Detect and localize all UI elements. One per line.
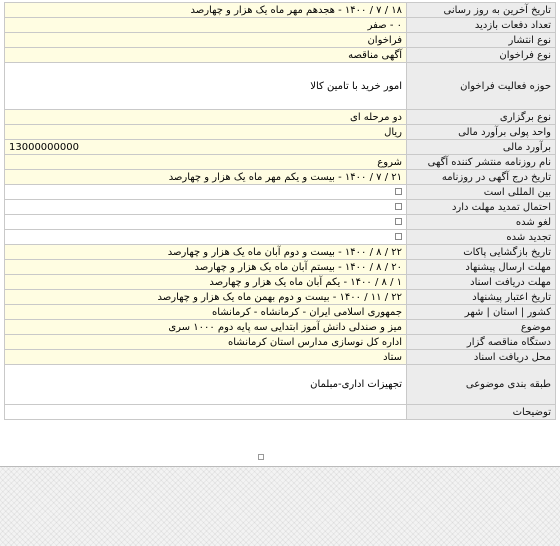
row-label: نام روزنامه منتشر کننده آگهی — [407, 155, 556, 170]
row-value: فراخوان — [5, 33, 407, 48]
table-row — [5, 245, 556, 260]
table-row — [5, 125, 556, 140]
row-label: برآورد مالی — [407, 140, 556, 155]
bottom-checkbox-marker — [258, 454, 264, 460]
checkbox-icon — [395, 203, 402, 210]
row-value: ۲۰ / ۸ / ۱۴۰۰ - بیستم آبان ماه یک هزار و چهارصد — [5, 260, 407, 275]
row-value: امور خرید با تامین کالا — [5, 63, 407, 110]
row-value — [5, 230, 407, 245]
row-label: نوع انتشار — [407, 33, 556, 48]
row-value: شروع — [5, 155, 407, 170]
row-label: تعداد دفعات بازدید — [407, 18, 556, 33]
row-value: ۱۸ / ۷ / ۱۴۰۰ - هجدهم مهر ماه یک هزار و چهارصد — [5, 3, 407, 18]
row-value: دو مرحله ای — [5, 110, 407, 125]
row-label: تاریخ اعتبار پیشنهاد — [407, 290, 556, 305]
table-row — [5, 350, 556, 365]
table-row — [5, 260, 556, 275]
table-row — [5, 405, 556, 420]
row-value: ۲۲ / ۸ / ۱۴۰۰ - بیست و دوم آبان ماه یک هزار و چهارصد — [5, 245, 407, 260]
row-value: میز و صندلی دانش آموز ابتدایی سه پایه دوم ۱۰۰۰ سری — [5, 320, 407, 335]
table-row — [5, 155, 556, 170]
row-label: تاریخ آخرین به روز رسانی — [407, 3, 556, 18]
row-value: ریال — [5, 125, 407, 140]
table-row — [5, 3, 556, 18]
table-row — [5, 320, 556, 335]
table-row — [5, 18, 556, 33]
row-label: توضیحات — [407, 405, 556, 420]
table-row — [5, 33, 556, 48]
tender-details-table — [4, 2, 556, 420]
row-value: تجهیزات اداری-مبلمان — [5, 365, 407, 405]
row-label: مهلت دریافت اسناد — [407, 275, 556, 290]
bottom-panel — [0, 466, 560, 546]
table-row — [5, 365, 556, 405]
row-value: اداره کل نوسازی مدارس استان کرمانشاه — [5, 335, 407, 350]
table-row — [5, 185, 556, 200]
row-value: آگهی مناقصه — [5, 48, 407, 63]
table-row — [5, 215, 556, 230]
row-label: نوع برگزاری — [407, 110, 556, 125]
row-value — [5, 215, 407, 230]
table-row — [5, 305, 556, 320]
row-value — [5, 185, 407, 200]
row-label: لغو شده — [407, 215, 556, 230]
row-value: 13000000000 — [5, 140, 407, 155]
row-value: ستاد — [5, 350, 407, 365]
row-value: ۱ / ۸ / ۱۴۰۰ - یکم آبان ماه یک هزار و چهارصد — [5, 275, 407, 290]
table-row — [5, 110, 556, 125]
row-value: ۰ - صفر — [5, 18, 407, 33]
checkbox-icon — [395, 218, 402, 225]
row-label: مهلت ارسال پیشنهاد — [407, 260, 556, 275]
row-value: ۲۲ / ۱۱ / ۱۴۰۰ - بیست و دوم بهمن ماه یک هزار و چهارصد — [5, 290, 407, 305]
table-row — [5, 290, 556, 305]
row-label: واحد پولی برآورد مالی — [407, 125, 556, 140]
row-label: تاریخ بازگشایی پاکات — [407, 245, 556, 260]
row-label: تاریخ درج آگهی در روزنامه — [407, 170, 556, 185]
table-row — [5, 275, 556, 290]
row-label: محل دریافت اسناد — [407, 350, 556, 365]
row-label: احتمال تمدید مهلت دارد — [407, 200, 556, 215]
table-row — [5, 170, 556, 185]
table-row — [5, 48, 556, 63]
row-label: نوع فراخوان — [407, 48, 556, 63]
row-label: بین المللی است — [407, 185, 556, 200]
row-value: ۲۱ / ۷ / ۱۴۰۰ - بیست و یکم مهر ماه یک هزار و چهارصد — [5, 170, 407, 185]
row-label: کشور | استان | شهر — [407, 305, 556, 320]
table-row — [5, 200, 556, 215]
row-value — [5, 200, 407, 215]
checkbox-icon — [395, 188, 402, 195]
row-label: موضوع — [407, 320, 556, 335]
row-label: طبقه بندی موضوعی — [407, 365, 556, 405]
row-value — [5, 405, 407, 420]
checkbox-icon — [395, 233, 402, 240]
row-value: جمهوری اسلامی ایران - کرمانشاه - کرمانشاه — [5, 305, 407, 320]
row-label: دستگاه مناقصه گزار — [407, 335, 556, 350]
row-label: تجدید شده — [407, 230, 556, 245]
table-row — [5, 335, 556, 350]
table-row — [5, 63, 556, 110]
table-row — [5, 140, 556, 155]
row-label: حوزه فعالیت فراخوان — [407, 63, 556, 110]
table-row — [5, 230, 556, 245]
